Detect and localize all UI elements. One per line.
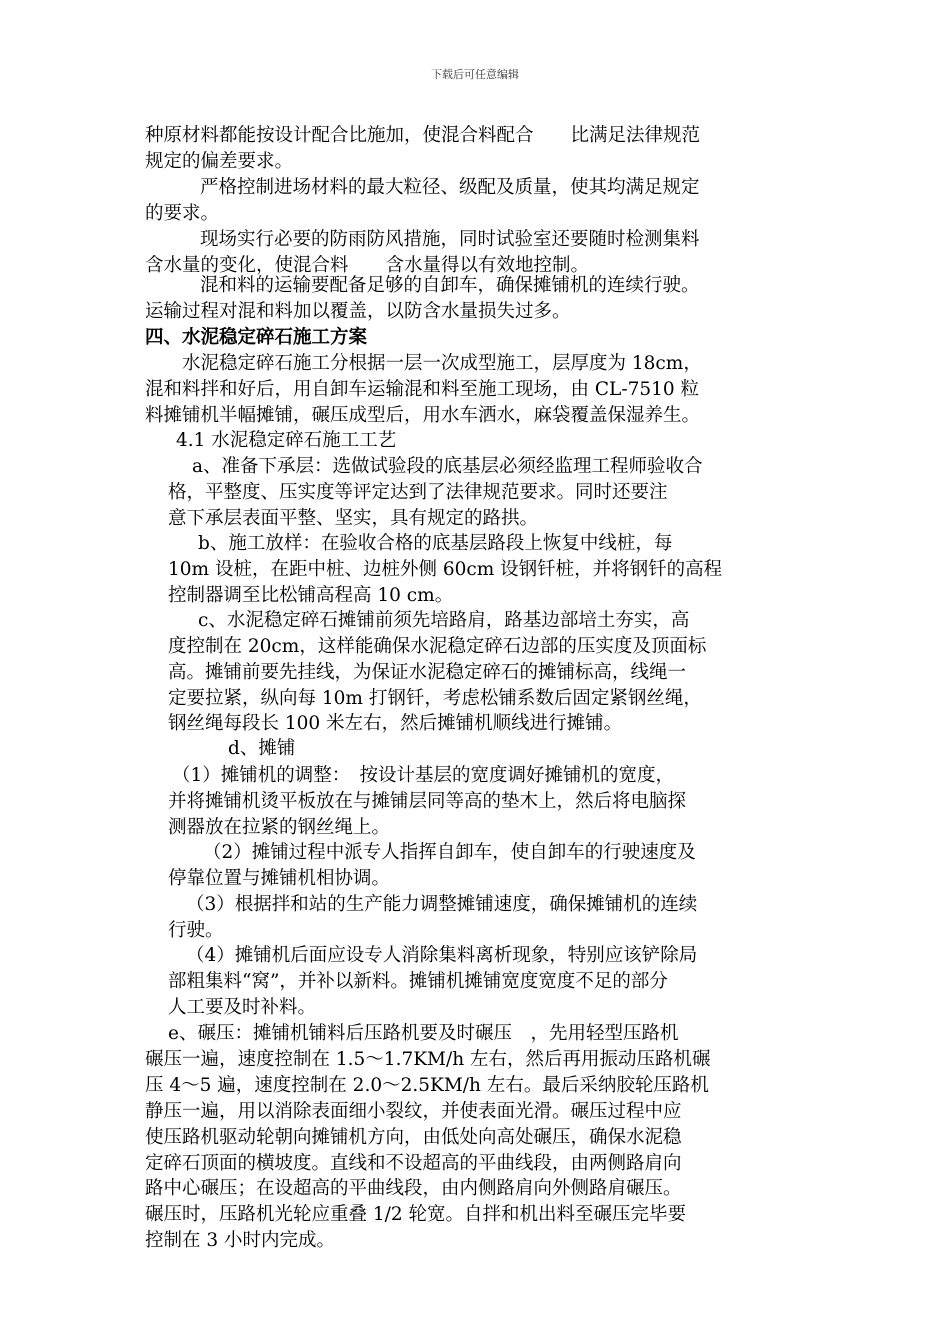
text-line: 路中心碾压；在设超高的平曲线段，由内侧路肩向外侧路肩碾压。: [145, 1178, 682, 1199]
text-line: 钢丝绳每段长 100 米左右，然后摊铺机顺线进行摊铺。: [168, 713, 623, 734]
text-line: （4）摊铺机后面应设专人消除集料离析现象，特别应该铲除局: [186, 945, 698, 966]
text-line: 严格控制进场材料的最大粒径、级配及质量，使其均满足规定: [200, 177, 700, 198]
text-line: 压 4～5 遍，速度控制在 2.0～2.5KM/h 左右。最后采纳胶轮压路机: [145, 1075, 709, 1096]
text-line: 人工要及时补料。: [168, 997, 317, 1018]
text-line: 停靠位置与摊铺机相协调。: [168, 868, 391, 889]
text-line: 含水量的变化，使混合料 含水量得以有效地控制。: [145, 255, 590, 276]
text-line: 意下承层表面平整、坚实，具有规定的路拱。: [168, 508, 539, 529]
text-line: 格，平整度、压实度等评定达到了法律规范要求。同时还要注: [168, 482, 668, 503]
text-line: 度控制在 20cm，这样能确保水泥稳定碎石边部的压实度及顶面标: [168, 636, 707, 657]
text-line: （3）根据拌和站的生产能力调整摊铺速度，确保摊铺机的连续: [186, 894, 698, 915]
section-heading: 四、水泥稳定碎石施工方案: [145, 327, 368, 348]
text-line: 行驶。: [168, 920, 224, 941]
text-line: 定要拉紧，纵向每 10m 打钢钎，考虑松铺系数后固定紧钢丝绳，: [168, 688, 702, 709]
text-line: c、水泥稳定碎石摊铺前须先培路肩，路基边部培土夯实，高: [198, 610, 690, 631]
text-line: 使压路机驱动轮朝向摊铺机方向，由低处向高处碾压，确保水泥稳: [145, 1127, 682, 1148]
page-header: 下载后可任意编辑: [431, 68, 519, 81]
text-line: 测器放在拉紧的钢丝绳上。: [168, 817, 391, 838]
text-line: b、施工放样：在验收合格的底基层路段上恢复中线桩，每: [198, 533, 673, 554]
text-line: 碾压一遍，速度控制在 1.5～1.7KM/h 左右，然后再用振动压路机碾: [145, 1049, 711, 1070]
text-line: 定碎石顶面的横坡度。直线和不设超高的平曲线段，由两侧路肩向: [145, 1153, 682, 1174]
text-line: 现场实行必要的防雨防风措施，同时试验室还要随时检测集料: [200, 229, 700, 250]
text-line: 料摊铺机半幅摊铺，碾压成型后，用水车洒水，麻袋覆盖保湿养生。: [145, 405, 701, 426]
text-line: 水泥稳定碎石施工分根据一层一次成型施工，层厚度为 18cm，: [182, 353, 702, 374]
text-line: 并将摊铺机烫平板放在与摊铺层同等高的垫木上，然后将电脑探: [168, 791, 687, 812]
text-line: 控制器调至比松铺高程高 10 cm。: [168, 585, 454, 606]
text-line: 碾压时，压路机光轮应重叠 1/2 轮宽。自拌和机出料至碾压完毕要: [145, 1204, 687, 1225]
text-line: 高。摊铺前要先挂线，为保证水泥稳定碎石的摊铺标高，线绳一: [168, 662, 687, 683]
text-line: 运输过程对混和料加以覆盖，以防含水量损失过多。: [145, 301, 571, 322]
text-line: 静压一遍，用以消除表面细小裂纹，并使表面光滑。碾压过程中应: [145, 1101, 682, 1122]
text-line: e、碾压：摊铺机铺料后压路机要及时碾压 ，先用轻型压路机: [168, 1023, 679, 1044]
text-line: 的要求。: [145, 203, 220, 224]
text-line: （2）摊铺过程中派专人指挥自卸车，使自卸车的行驶速度及: [203, 842, 696, 863]
text-line: 混和料的运输要配备足够的自卸车，确保摊铺机的连续行驶。: [200, 275, 700, 296]
text-line: 混和料拌和好后，用自卸车运输混和料至施工现场，由 CL-7510 粒: [145, 379, 700, 400]
text-line: 控制在 3 小时内完成。: [145, 1230, 336, 1251]
text-line: 10m 设桩，在距中桩、边桩外侧 60cm 设钢钎桩，并将钢钎的高程: [168, 559, 723, 580]
text-line: 规定的偏差要求。: [145, 151, 294, 172]
text-line: （1）摊铺机的调整： 按设计基层的宽度调好摊铺机的宽度，: [172, 765, 675, 786]
text-line: 部粗集料“窝”，并补以新料。摊铺机摊铺宽度宽度不足的部分: [168, 971, 668, 992]
text-line: 种原材料都能按设计配合比施加，使混合料配合 比满足法律规范: [145, 125, 701, 146]
subsection-heading: 4.1 水泥稳定碎石施工工艺: [176, 430, 397, 451]
text-line: d、摊铺: [228, 738, 296, 759]
text-line: a、准备下承层：选做试验段的底基层必须经监理工程师验收合: [192, 456, 703, 477]
